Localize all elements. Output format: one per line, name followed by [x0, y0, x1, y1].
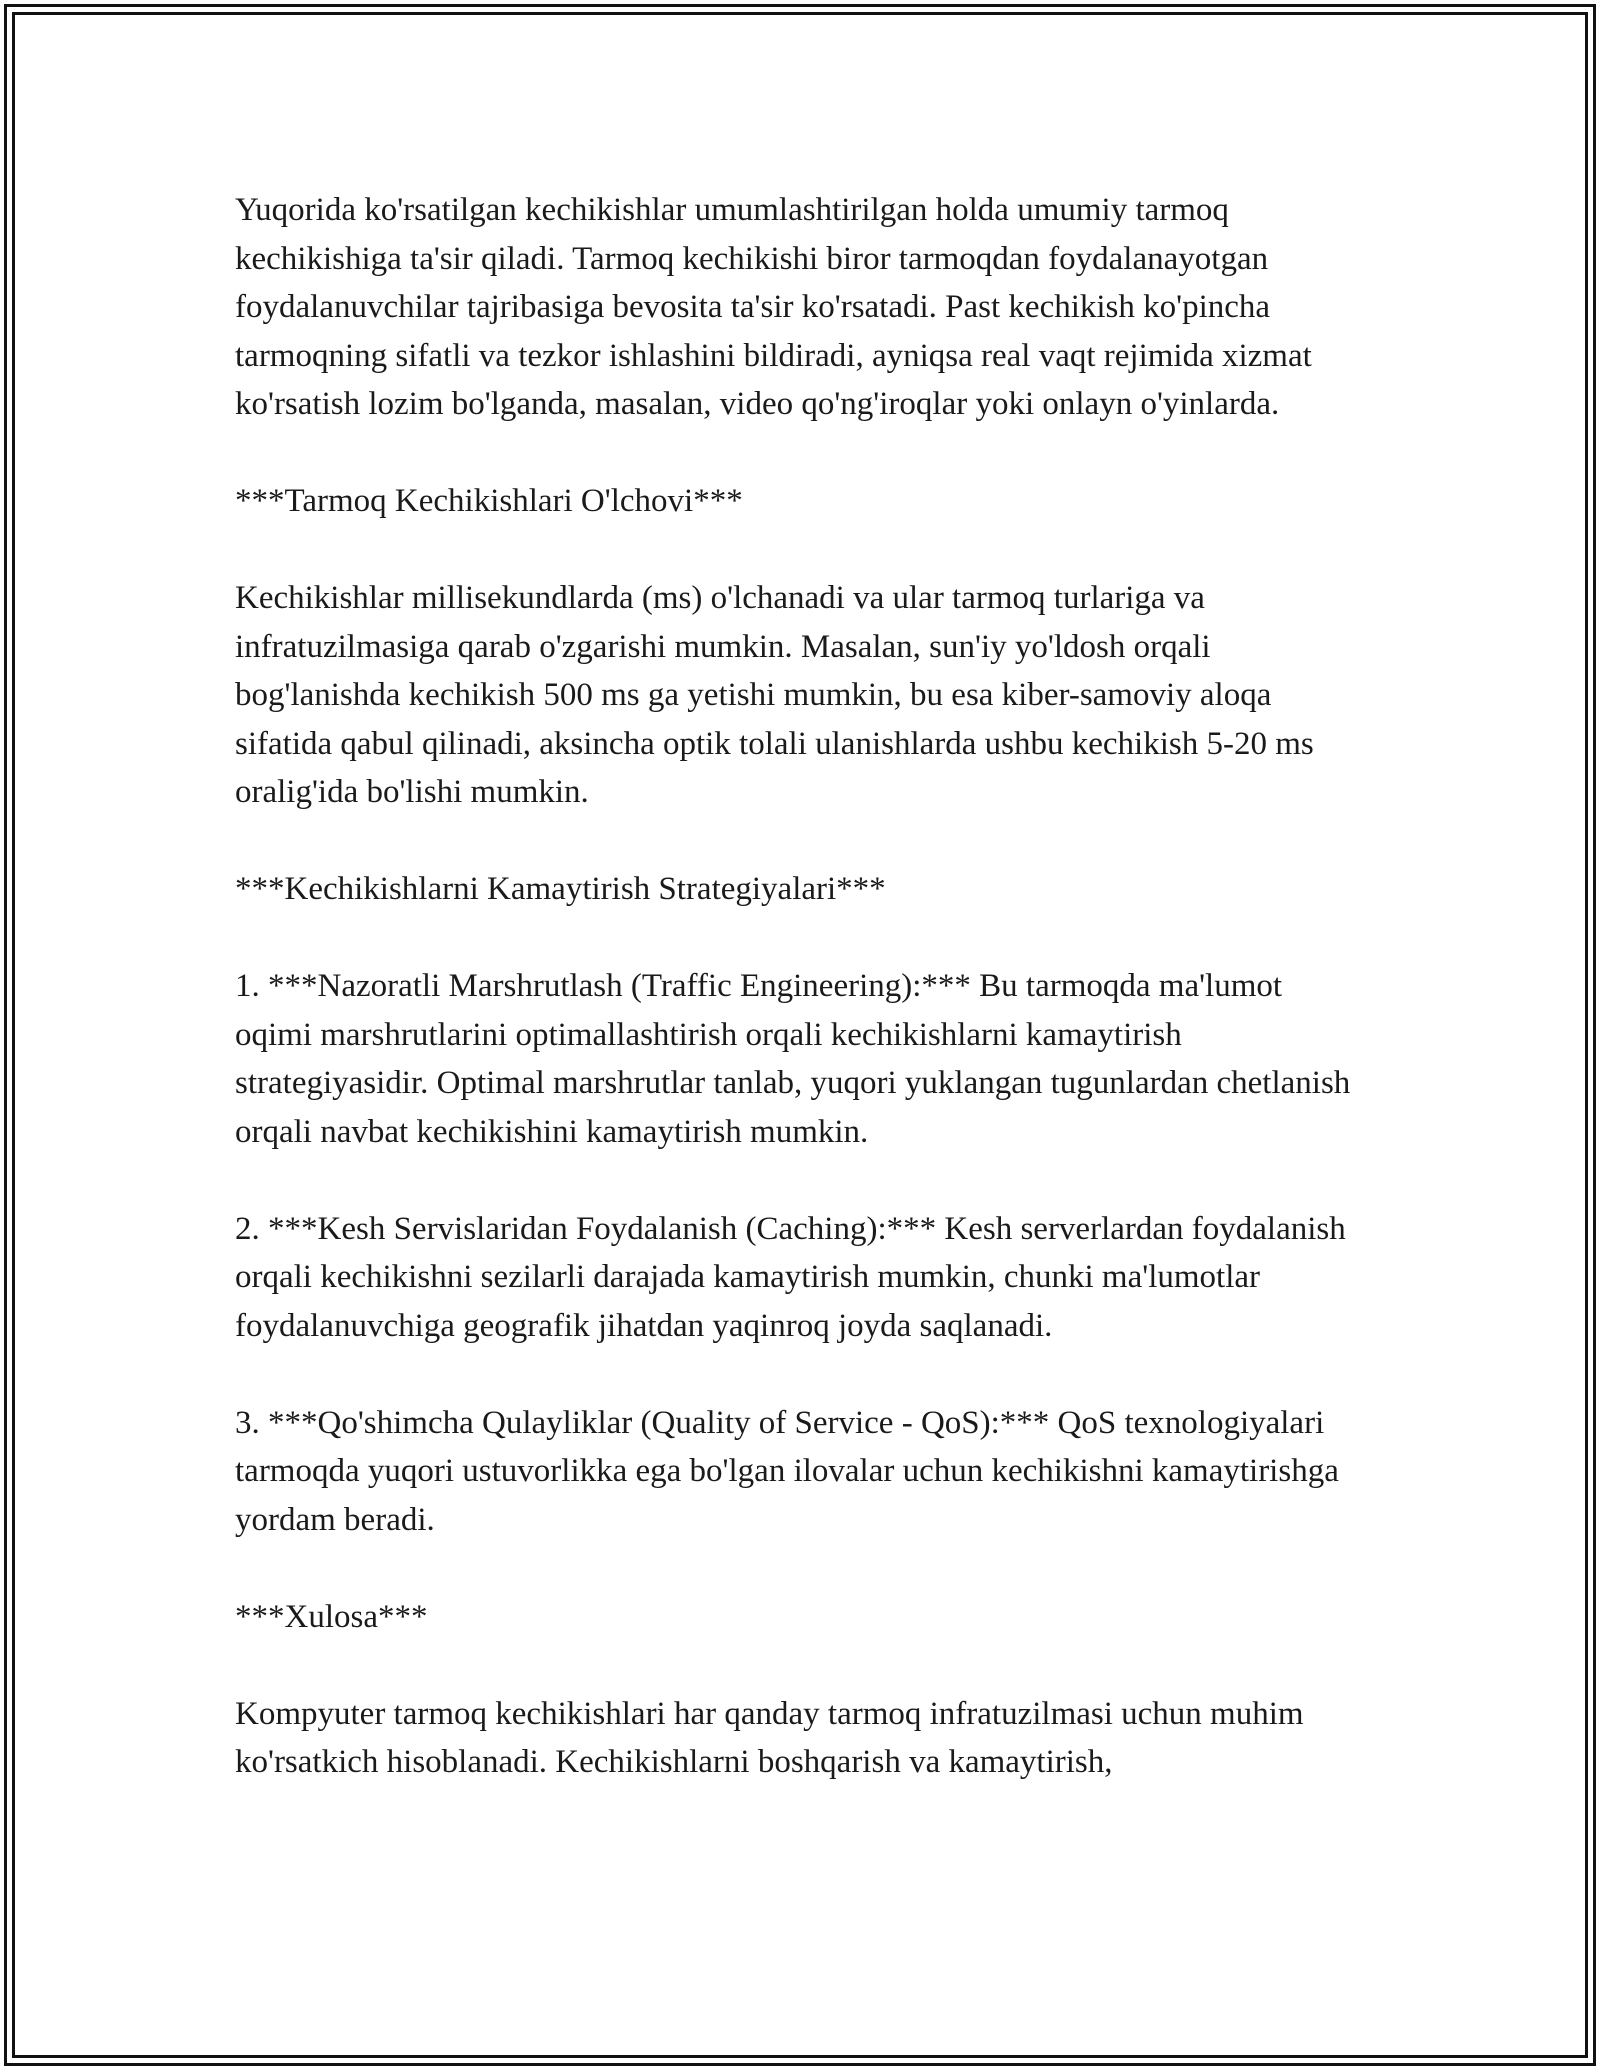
document-body [235, 186, 1365, 1787]
heading-conclusion: ***Xulosa*** [235, 1598, 428, 1635]
paragraph-latency-impact: Yuqorida ko'rsatilgan kechikishlar umumlashtirilgan holda umumiy tarmoq kechikishiga ta'sir qiladi. Tarmoq kechikishi biror tarmoqdan foydalanayotgan foydalanuvchilar tajribasiga bevosita ta'sir ko'rsatadi. Past kechikish ko'pincha tarmoqning sifatli va tezkor ishlashini bildiradi, ayniqsa real vaqt rejimida xizmat ko'rsatish lozim bo'lganda, masalan, video qo'ng'iroqlar yoki onlayn o'yinlarda. [235, 192, 1312, 422]
paragraph-conclusion: Kompyuter tarmoq kechikishlari har qanday tarmoq infratuzilmasi uchun muhim ko'rsatkich hisoblanadi. Kechikishlarni boshqarish va kamaytirish, [235, 1695, 1304, 1780]
heading-reduction-strategies: ***Kechikishlarni Kamaytirish Strategiyalari*** [235, 871, 886, 907]
list-item-traffic-engineering: 1. ***Nazoratli Marshrutlash (Traffic Engineering):*** Bu tarmoqda ma'lumot oqimi marshrutlarini optimallashtirish orqali kechikishlarni kamaytirish strategiyasidir. Optimal marshrutlar tanlab, yuqori yuklangan tugunlardan chetlanish orqali navbat kechikishini kamaytirish mumkin. [235, 968, 1351, 1150]
list-item-caching: 2. ***Kesh Servislaridan Foydalanish (Caching):*** Kesh serverlardan foydalanish orqali kechikishni sezilarli darajada kamaytirish mumkin, chunki ma'lumotlar foydalanuvchiga geografik jihatdan yaqinroq joyda saqlanadi. [235, 1210, 1346, 1344]
list-item-qos: 3. ***Qo'shimcha Qulayliklar (Quality of Service - QoS):*** QoS texnologiyalari tarmoqda yuqori ustuvorlikka ega bo'lgan ilovalar uchun kechikishni kamaytirishga yordam beradi. [235, 1404, 1339, 1538]
paragraph-latency-measurement: Kechikishlar millisekundlarda (ms) o'lchanadi va ular tarmoq turlariga va infratuzilmasiga qarab o'zgarishi mumkin. Masalan, sun'iy yo'ldosh orqali bog'lanishda kechikish 500 ms ga yetishi mumkin, bu esa kiber-samoviy aloqa sifatida qabul qilinadi, aksincha optik tolali ulanishlarda ushbu kechikish 5-20 ms oralig'ida bo'lishi mumkin. [235, 580, 1314, 810]
heading-latency-measurement: ***Tarmoq Kechikishlari O'lchovi*** [235, 483, 743, 519]
